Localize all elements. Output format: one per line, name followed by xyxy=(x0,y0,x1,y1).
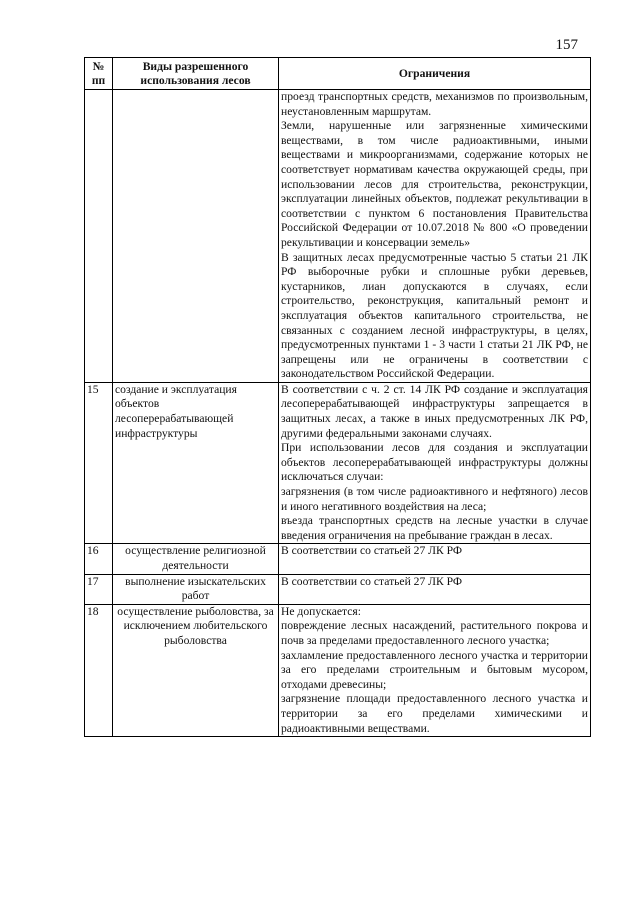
row-kind: выполнение изыскательских работ xyxy=(113,574,279,604)
restriction-paragraph: В соответствии со статьей 27 ЛК РФ xyxy=(281,574,463,588)
row-restrictions-cell xyxy=(279,574,591,604)
restriction-paragraph: В соответствии со статьей 27 ЛК РФ xyxy=(281,544,463,558)
header-kind xyxy=(113,58,279,90)
row-num: 16 xyxy=(85,544,113,574)
row-restrictions-cell xyxy=(279,90,591,383)
restriction-paragraph: При использовании лесов для создания и эксплуатации объектов лесоперерабатывающей инфраструктуры должны исключаться случаи: xyxy=(281,441,588,484)
table-row xyxy=(85,544,591,574)
row-restrictions-cell xyxy=(279,544,591,574)
table-row xyxy=(85,604,591,736)
row-kind-cell xyxy=(113,90,279,383)
restriction-paragraph: В защитных лесах предусмотренные частью 5 статьи 21 ЛК РФ выборочные рубки и сплошные рубки деревьев, кустарников, лиан допускаются в случаях, если строительство, реконструкция, капитальный ремонт и эксплуатация объектов капитального строительства, не связанных с созданием лесной инфраструктуры, в целях, предусмотренных пунктами 1 - 3 части 1 статьи 21 ЛК РФ, не запрещены или не ограничены в соответствии с законодательством Российской Федерации. xyxy=(281,250,588,381)
restriction-paragraph: загрязнение площади предоставленного лесного участка и территории за его пределами химическими и радиоактивными веществами. xyxy=(281,692,588,735)
row-num: 15 xyxy=(85,382,113,544)
restriction-paragraph: проезд транспортных средств, механизмов по произвольным, неустановленным маршрутам. xyxy=(281,90,588,118)
row-restrictions-cell xyxy=(279,604,591,736)
restriction-paragraph: въезда транспортных средств на лесные участки в случае введения ограничения на пребывание граждан в лесах. xyxy=(281,514,588,542)
table-row xyxy=(85,574,591,604)
restriction-paragraph: Не допускается: xyxy=(281,604,361,618)
table-row xyxy=(85,90,591,383)
restriction-paragraph: загрязнения (в том числе радиоактивного и нефтяного) лесов и иного негативного воздействия на леса; xyxy=(281,485,588,513)
restrictions-table xyxy=(84,57,591,737)
page-number: 157 xyxy=(555,37,578,53)
row-kind: создание и эксплуатация объектов лесоперерабатывающей инфраструктуры xyxy=(113,382,279,544)
row-num: 17 xyxy=(85,574,113,604)
header-num-line2: пп xyxy=(91,73,106,87)
row-num-cell xyxy=(85,90,113,383)
row-kind: осуществление рыболовства, за исключением любительского рыболовства xyxy=(113,604,279,736)
restriction-paragraph: В соответствии с ч. 2 ст. 14 ЛК РФ создание и эксплуатация лесоперерабатывающей инфраструктуры запрещается в защитных лесах, а также в иных предусмотренных ЛК РФ, другими федеральными законами случаях. xyxy=(281,382,588,440)
header-num xyxy=(85,58,113,90)
header-kind-line1: Виды разрешенного xyxy=(142,59,249,73)
row-kind: осуществление религиозной деятельности xyxy=(113,544,279,574)
row-num: 18 xyxy=(85,604,113,736)
header-restrictions: Ограничения xyxy=(279,58,591,90)
restriction-paragraph: захламление предоставленного лесного участка и территории за его пределами строительным и бытовым мусором, отходами древесины; xyxy=(281,648,588,691)
restriction-paragraph: Земли, нарушенные или загрязненные химическими веществами, в том числе радиоактивными, иными веществами и микроорганизмами, содержание которых не соответствует нормативам качества окружающей среды, при использовании лесов для строительства, реконструкции, эксплуатации линейных объектов, подлежат рекультивации в соответствии с пунктом 6 постановления Правительства Российской Федерации от 10.07.2018 № 800 «О проведении рекультивации и консервации земель» xyxy=(281,119,588,249)
row-restrictions-cell xyxy=(279,382,591,544)
restriction-paragraph: повреждение лесных насаждений, растительного покрова и почв за пределами предоставленного лесного участка; xyxy=(281,619,588,647)
header-num-line1: № xyxy=(92,59,105,73)
table-row xyxy=(85,382,591,544)
table-header-row xyxy=(85,58,591,90)
header-kind-line2: использования лесов xyxy=(140,73,251,87)
